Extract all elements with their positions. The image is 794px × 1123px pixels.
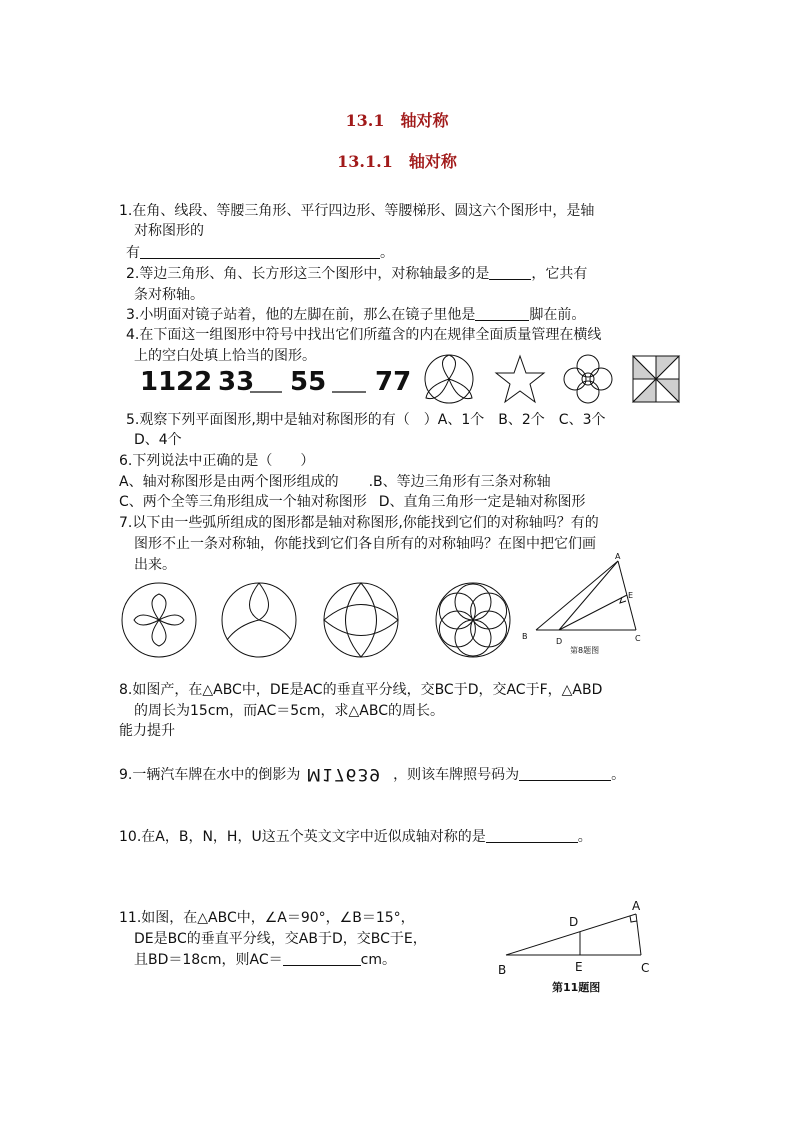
q9-plate-reflection: M17639 <box>306 764 382 784</box>
q9-answer-blank[interactable] <box>519 766 611 781</box>
fig11-label-b: B <box>498 963 507 977</box>
q6-option-d: D、直角三角形一定是轴对称图形 <box>378 494 586 510</box>
q7-arc-figures <box>120 580 563 664</box>
q3-suffix: 脚在前。 <box>529 307 586 323</box>
q5-line2: D、4个 <box>134 432 182 448</box>
fig11-triangle <box>496 898 661 998</box>
fig11-side-ac <box>636 914 641 955</box>
q6-option-a: A、轴对称图形是由两个图形组成的 <box>119 474 339 490</box>
fig11-label-a: A <box>632 899 641 913</box>
q4-symbol-77: 77 <box>375 367 412 397</box>
q4-pinwheel <box>633 356 679 402</box>
fig11-label-d: D <box>569 915 579 929</box>
fig8-label-a: A <box>615 552 621 561</box>
q6-options-ab <box>119 473 551 491</box>
fig8-segment-ad <box>559 561 618 630</box>
q6-option-c: C、两个全等三角形组成一个轴对称图形 <box>119 494 367 510</box>
q6-options-cd <box>119 493 586 511</box>
q8-line2: 的周长为15cm，而AC＝5cm，求△ABC的周长。 <box>134 703 444 719</box>
fig8-side-ab <box>536 561 618 630</box>
q2-line1-a: 2.等边三角形、角、长方形这三个图形中，对称轴最多的是 <box>126 266 490 282</box>
q6-stem: 6.下列说法中正确的是（ ） <box>119 453 315 469</box>
q4-line1: 4.在下面这一组图形中符号中找出它们所蕴含的内在规律全面质量管理在横线 <box>126 327 602 343</box>
q2-answer-blank[interactable] <box>489 265 531 280</box>
q4-symbol-11: 11 <box>140 367 177 397</box>
q11-line3 <box>134 951 396 969</box>
q4-symbol-33: 33 <box>218 367 255 397</box>
q4-flower <box>564 355 612 403</box>
q9-end: 。 <box>611 767 626 783</box>
q10-line <box>119 828 592 846</box>
q5-line1: 5.观察下列平面图形,期中是轴对称图形的有（ ）A、1个 B、2个 C、3个 <box>126 412 606 428</box>
fig8-segment-de <box>559 595 627 630</box>
fig8-label-d: D <box>556 637 563 646</box>
q4-figures <box>140 356 685 406</box>
fig11-caption: 第11题图 <box>552 981 601 994</box>
q4-symbol-55: 55 <box>290 367 327 397</box>
fig8-label-b: B <box>522 632 528 641</box>
q7-figure-4 <box>436 583 510 657</box>
q7-line2: 图形不止一条对称轴，你能找到它们各自所有的对称轴吗？在图中把它们画 <box>134 536 596 552</box>
q7-figure-1 <box>122 583 196 657</box>
q1-line3-suffix: 。 <box>380 245 394 261</box>
fig11-label-c: C <box>641 961 650 975</box>
q7-figure-3 <box>324 583 398 657</box>
fig8-caption: 第8题图 <box>570 646 600 655</box>
q9-suffix: ，则该车牌照号码为 <box>393 767 520 783</box>
q4-circle-petals <box>425 355 473 403</box>
q6-option-b: .B、等边三角形有三条对称轴 <box>368 474 551 490</box>
q7-line3: 出来。 <box>134 557 176 573</box>
q10-prefix: 10.在A，B，N，H，U这五个英文文字中近似成轴对称的是 <box>119 829 486 845</box>
q11-answer-blank[interactable] <box>283 951 361 966</box>
page-subtitle: 13.1.1 轴对称 <box>337 152 457 171</box>
q2-line2: 条对称轴。 <box>134 287 204 303</box>
q3-answer-blank[interactable] <box>475 306 529 321</box>
section-heading: 能力提升 <box>119 723 175 739</box>
q8-line1: 8.如图产，在△ABC中，DE是AC的垂直平分线，交BC于D，交AC于F，△ABD <box>119 682 603 698</box>
fig11-label-e: E <box>575 960 583 974</box>
q2-line1-b: ，它共有 <box>531 266 588 282</box>
q4-symbol-22: 22 <box>176 367 213 397</box>
q1-line1: 1.在角、线段、等腰三角形、平行四边形、等腰梯形、圆这六个图形中，是轴 <box>119 203 595 219</box>
page-title: 13.1 轴对称 <box>345 111 449 130</box>
q11-line2: DE是BC的垂直平分线，交AB于D，交BC于E， <box>134 931 427 947</box>
q1-line2: 对称图形的 <box>134 223 204 239</box>
q1-line3-prefix: 有 <box>126 245 140 261</box>
q10-suffix: 。 <box>577 829 592 845</box>
q3-line <box>126 306 585 324</box>
q1-line3 <box>126 244 394 262</box>
fig8-label-e: E <box>628 591 634 600</box>
q9-line <box>119 765 625 784</box>
fig8-label-c: C <box>635 634 641 643</box>
q4-line2: 上的空白处填上恰当的图形。 <box>134 348 316 364</box>
q4-star <box>496 356 544 402</box>
q10-answer-blank[interactable] <box>486 828 578 843</box>
q3-prefix: 3.小明面对镜子站着，他的左脚在前，那么在镜子里他是 <box>126 307 476 323</box>
q9-prefix: 9.一辆汽车牌在水中的倒影为 <box>119 767 301 783</box>
q11-line3-prefix: 且BD＝18cm，则AC＝ <box>134 952 283 968</box>
q11-line3-suffix: cm。 <box>360 952 396 968</box>
q11-line1: 11.如图，在△ABC中，∠A＝90°，∠B＝15°， <box>119 910 415 926</box>
q7-figure-2 <box>222 583 296 657</box>
q2-line1 <box>126 265 587 283</box>
q7-line1: 7.以下由一些弧所组成的图形都是轴对称图形,你能找到它们的对称轴吗？有的 <box>119 515 599 531</box>
q1-answer-blank[interactable] <box>140 244 380 259</box>
fig8-triangle <box>518 553 653 657</box>
